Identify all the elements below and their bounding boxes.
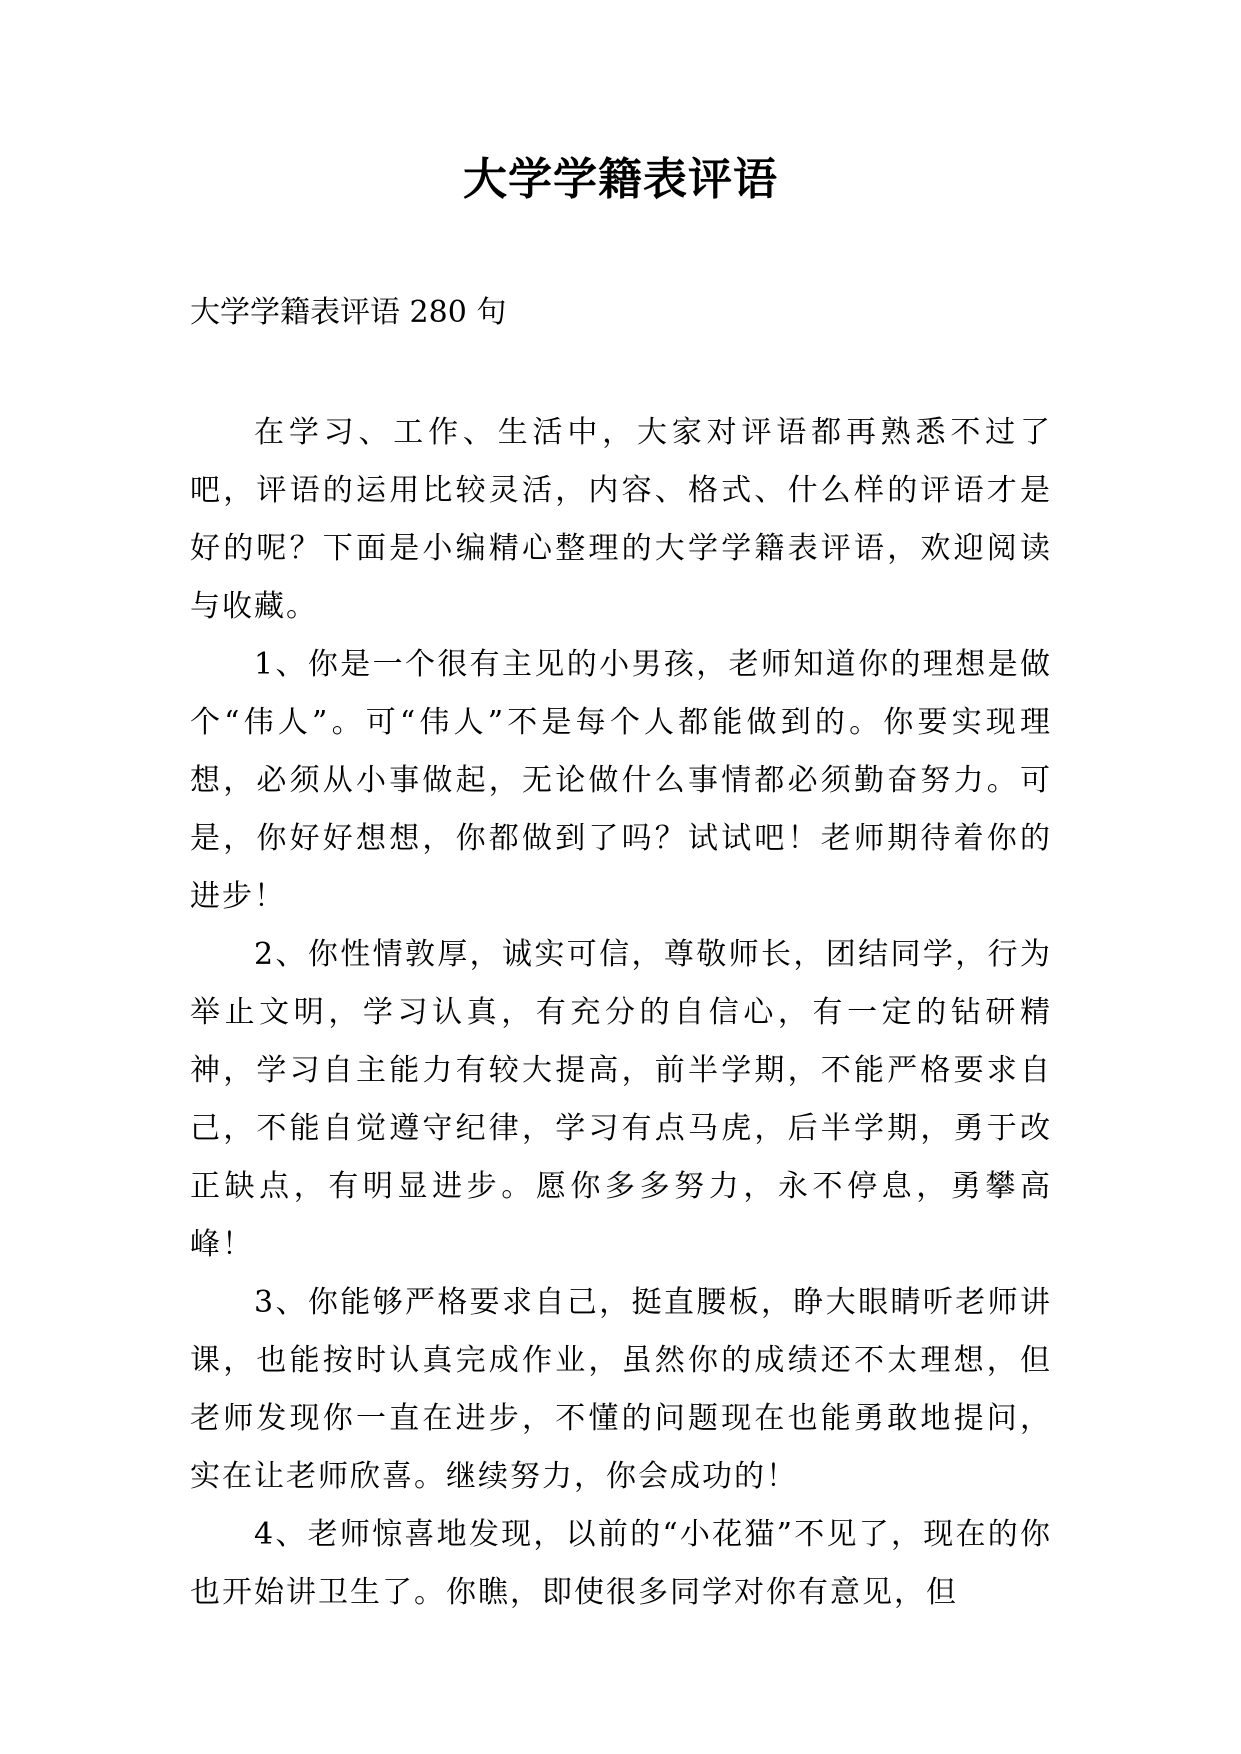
comment-paragraph-4: 4、老师惊喜地发现，以前的“小花猫”不见了，现在的你也开始讲卫生了。你瞧，即使很多同学对你有意见，但 bbox=[190, 1517, 1052, 1610]
document-body bbox=[190, 404, 1052, 1622]
intro-paragraph: 在学习、工作、生活中，大家对评语都再熟悉不过了吧，评语的运用比较灵活，内容、格式、什么样的评语才是好的呢？下面是小编精心整理的大学学籍表评语，欢迎阅读与收藏。 bbox=[190, 415, 1052, 624]
comment-paragraph-1: 1、你是一个很有主见的小男孩，老师知道你的理想是做个“伟人”。可“伟人”不是每个人都能做到的。你要实现理想，必须从小事做起，无论做什么事情都必须勤奋努力。可是，你好好想想，你都做到了吗？试试吧！老师期待着你的进步！ bbox=[190, 647, 1052, 914]
comment-paragraph-3: 3、你能够严格要求自己，挺直腰板，睁大眼睛听老师讲课，也能按时认真完成作业，虽然你的成绩还不太理想，但老师发现你一直在进步，不懂的问题现在也能勇敢地提问，实在让老师欣喜。继续努力，你会成功的！ bbox=[190, 1285, 1052, 1494]
comment-paragraph-2: 2、你性情敦厚，诚实可信，尊敬师长，团结同学，行为举止文明，学习认真，有充分的自信心，有一定的钻研精神，学习自主能力有较大提高，前半学期，不能严格要求自己，不能自觉遵守纪律，学习有点马虎，后半学期，勇于改正缺点，有明显进步。愿你多多努力，永不停息，勇攀高峰！ bbox=[190, 937, 1052, 1262]
document-title: 大学学籍表评语 bbox=[463, 154, 778, 205]
document-subtitle: 大学学籍表评语 280 句 bbox=[190, 295, 507, 330]
